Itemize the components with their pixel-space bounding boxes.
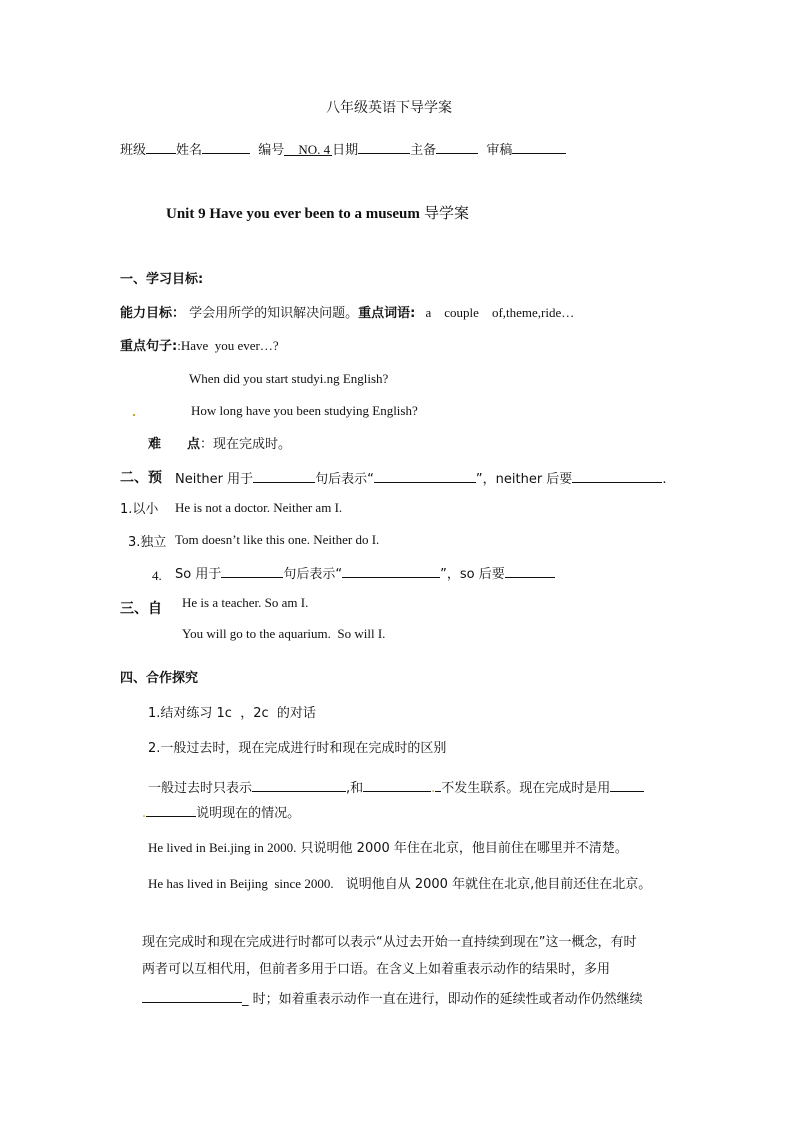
paragraph2-line3 (142, 988, 643, 1009)
ability-label: 能力目标： (120, 306, 186, 321)
difficulty-line (148, 436, 291, 454)
difficulty-text: ：现在完成时。 (200, 437, 292, 452)
date-blank[interactable] (358, 139, 410, 154)
key-sentence-1: :Have you ever…? (177, 338, 279, 353)
tense-comparison-line2 (142, 802, 300, 823)
vocab-text: a couple of,theme,ride… (425, 305, 575, 320)
p2-line3-text: 时；如着重表示动作一直在进行，即动作的延续性或者动作仍然继续 (252, 992, 643, 1007)
so-rule-c: ”，so 后要 (440, 567, 505, 582)
ex1-en: He lived in Bei.jing in 2000. (148, 840, 297, 855)
prep-blank[interactable] (436, 139, 478, 154)
header-info-line (120, 139, 566, 160)
neither-example-1: He is not a doctor. Neither am I. (175, 500, 343, 515)
name-label: 姓名 (176, 143, 203, 158)
difficulty-label-1: 难 (148, 437, 162, 452)
p1-blank-4[interactable] (146, 802, 196, 817)
stray-mark (133, 414, 135, 416)
vocab-label: 重点词语: (358, 306, 416, 321)
section1-heading: 一、学习目标: (120, 272, 204, 287)
so-blank-3[interactable] (505, 563, 555, 578)
so-rule-b: 句后表示“ (283, 567, 343, 582)
review-blank[interactable] (512, 139, 566, 154)
difficulty-label-2: 点 (187, 437, 201, 452)
key-sentences-line (120, 337, 279, 356)
page-title: 八年级英语下导学案 (326, 100, 452, 116)
p1-b: ,和 (346, 781, 364, 796)
paragraph2-line1: 现在完成时和现在完成进行时都可以表示“从过去开始一直持续到现在”这一概念，有时 (142, 935, 637, 950)
key-sentence-3: How long have you been studying English? (191, 403, 418, 418)
ability-goal-line (120, 304, 574, 323)
p2-blank-1[interactable] (142, 988, 242, 1003)
p1-c: 不发生联系。现在完成时是用 (441, 781, 611, 796)
neither-rule-line (175, 468, 666, 489)
neither-rule-c: ”，neither 后要 (475, 472, 573, 487)
p1-mark: . (431, 781, 436, 796)
ex2-cn: 说明他自从 2000 年就住在北京,他目前还住在北京。 (345, 877, 652, 892)
so-example-1: He is a teacher. So am I. (182, 595, 309, 610)
item1-label: 1.以小 (120, 502, 159, 517)
p1-mark-2: . (142, 806, 147, 821)
ex1-cn: 只说明他 2000 年住在北京，他目前住在哪里并不清楚。 (300, 841, 628, 856)
so-rule-a: So 用于 (175, 567, 222, 582)
class-blank[interactable] (146, 139, 176, 154)
review-label: 审稿 (486, 143, 513, 158)
p1-blank-3[interactable] (610, 777, 644, 792)
p2-mark: _ (242, 992, 249, 1007)
ex2-en: He has lived in Beijing since 2000. (148, 876, 334, 891)
unit-title-en: Unit 9 Have you ever been to a museum (166, 206, 420, 222)
date-label: 日期 (332, 143, 359, 158)
key-sentence-2: When did you start studyi.ng English? (189, 371, 389, 386)
p1-e: 说明现在的情况。 (196, 806, 301, 821)
name-blank[interactable] (202, 139, 250, 154)
tense-comparison-line1 (148, 777, 644, 798)
neither-rule-b: 句后表示“ (315, 472, 374, 487)
section4-heading: 四、合作探究 (120, 671, 199, 686)
section3-heading: 三、自 (120, 601, 162, 617)
item4-label: 4. (152, 568, 162, 583)
so-blank-1[interactable] (221, 563, 283, 578)
ability-text: 学会用所学的知识解决问题。 (189, 306, 359, 321)
neither-blank-2[interactable] (374, 468, 476, 483)
paragraph2-line2: 两者可以互相代用，但前者多用于口语。在含义上如着重表示动作的结果时，多用 (142, 962, 611, 977)
section4-item2: 2.一般过去时，现在完成进行时和现在完成时的区别 (148, 741, 447, 756)
neither-rule-end: . (662, 472, 667, 487)
prep-label: 主备 (410, 143, 437, 158)
number-label: 编号 (258, 143, 285, 158)
section2-heading: 二、预 (120, 470, 162, 486)
p1-blank-1[interactable] (252, 777, 346, 792)
p1-blank-2[interactable] (363, 777, 431, 792)
class-label: 班级 (120, 143, 147, 158)
so-example-2: You will go to the aquarium. So will I. (182, 626, 386, 641)
unit-title (166, 204, 469, 224)
item3-label: 3.独立 (128, 535, 167, 550)
so-blank-2[interactable] (342, 563, 440, 578)
neither-blank-1[interactable] (253, 468, 315, 483)
section4-item1: 1.结对练习 1c ，2c 的对话 (148, 706, 316, 721)
sentences-label: 重点句子: (120, 339, 178, 354)
unit-title-cn: 导学案 (424, 204, 470, 222)
so-rule-line (175, 563, 555, 584)
neither-rule-a: Neither 用于 (175, 472, 254, 487)
p1-a: 一般过去时只表示 (148, 781, 253, 796)
comparison-example-2 (148, 875, 651, 894)
neither-blank-3[interactable] (572, 468, 662, 483)
neither-example-2: Tom doesn’t like this one. Neither do I. (175, 532, 380, 547)
comparison-example-1 (148, 839, 628, 858)
number-value: NO. 4 (284, 141, 332, 156)
